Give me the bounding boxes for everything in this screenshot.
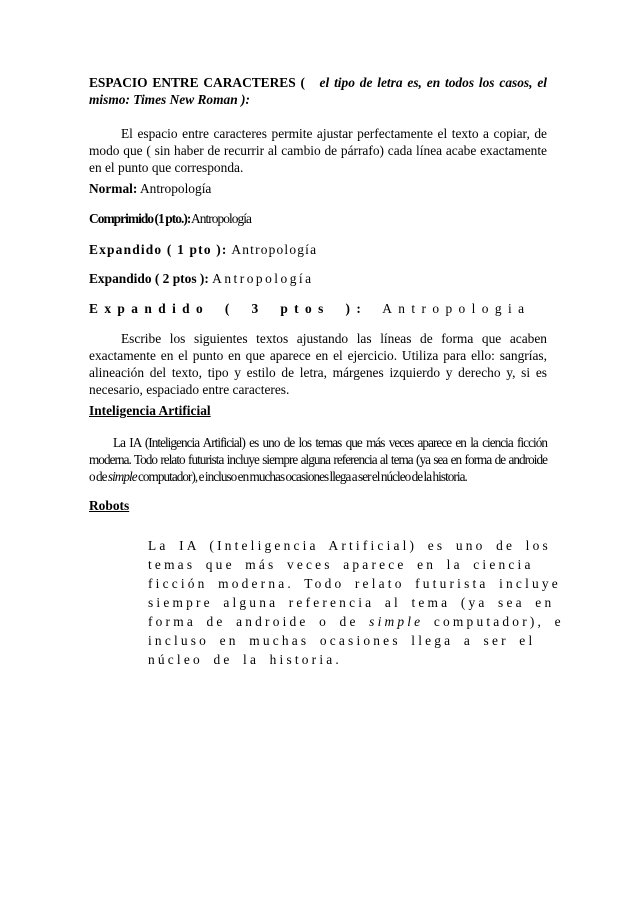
section2-line-4: siempre alguna referencia al tema (ya sea en <box>148 595 555 610</box>
section2-title: Robots <box>89 498 130 513</box>
section1-line-3: o de simple computador), e incluso en muchas ocasiones llega a ser el núcleo de la historia. <box>89 469 467 484</box>
example-expandido-2 <box>89 270 547 287</box>
section2-italic-word: simple <box>369 614 424 629</box>
section1-line-1: La IA (Inteligencia Artificial) es uno de los temas que más veces aparece en la ciencia ficción <box>113 435 547 450</box>
heading-label: ESPACIO ENTRE CARACTERES ( <box>89 75 305 90</box>
normal-label: Normal: <box>89 181 138 196</box>
expandido1-label: Expandido ( 1 pto ): <box>89 242 228 257</box>
section1-italic-word: simple <box>107 469 137 484</box>
expandido3-label: Expandido ( 3 ptos ): <box>89 301 368 316</box>
expandido1-word: Antropología <box>231 242 318 257</box>
section2-line-3: ficción moderna. Todo relato futurista incluye <box>148 576 561 591</box>
normal-word: Antropología <box>139 181 212 196</box>
heading-line-1 <box>89 74 547 91</box>
section2-line-5: forma de androide o de simple computador), e <box>148 614 564 629</box>
section2-line-2: temas que más veces aparece en la ciencia <box>148 557 534 572</box>
comprimido-label: Comprimido (1 pto.): <box>89 211 191 226</box>
heading-block <box>89 74 547 108</box>
section2-line-6: incluso en muchas ocasiones llega a ser el <box>148 633 536 648</box>
heading-line-2 <box>89 91 547 108</box>
expandido3-word: Antropologia <box>382 301 531 316</box>
section1-title: Inteligencia Artificial <box>89 403 211 418</box>
example-expandido-1 <box>89 241 547 258</box>
example-comprimido <box>89 210 547 227</box>
intro-paragraph: El espacio entre caracteres permite ajustar perfectamente el texto a copiar, de modo que ( sin haber de recurrir al cambio de párrafo) cada línea acabe exactamente en el punto que corresponda. <box>89 126 547 175</box>
example-expandido-3 <box>89 300 547 317</box>
section2-line-7: núcleo de la historia. <box>148 652 342 667</box>
section2-text <box>148 536 564 669</box>
comprimido-word: Antropología <box>191 211 252 226</box>
expandido2-word: Antropología <box>212 271 314 286</box>
heading-note-2: mismo: Times New Roman ): <box>89 92 250 107</box>
expandido2-label: Expandido ( 2 ptos ): <box>89 271 209 286</box>
section1-line-2: moderna. Todo relato futurista incluye siempre alguna referencia al tema (ya sea en forma de androide <box>89 452 547 467</box>
instructions-paragraph: Escribe los siguientes textos ajustando las líneas de forma que acaben exactamente en el punto en que aparece en el ejercicio. Utiliza para ello: sangrías, alineación del texto, tipo y estilo de letra, márgenes izquierdo y derecho y, si es necesario, espaciado entre caracteres. <box>89 331 547 397</box>
section1-text <box>89 434 547 485</box>
section2-line-1: La IA (Inteligencia Artificial) es uno de los <box>148 538 551 553</box>
heading-note-1: el tipo de letra es, en todos los casos, el <box>319 75 547 90</box>
example-normal <box>89 180 547 197</box>
